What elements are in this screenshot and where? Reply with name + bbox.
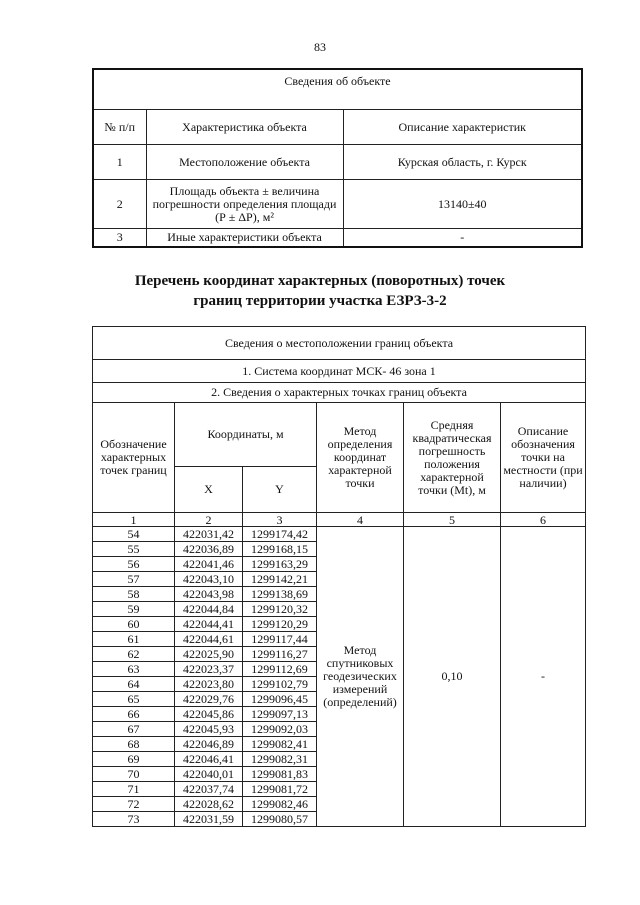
- boundary-points-info: 2. Сведения о характерных точках границ объекта: [93, 383, 586, 403]
- point-y: 1299080,57: [243, 812, 317, 827]
- error-value: 0,10: [404, 527, 501, 827]
- column-header-designation: Обозначение характерных точек границ: [93, 403, 175, 513]
- point-id: 73: [93, 812, 175, 827]
- method-value: Метод спутниковых геодезических измерений (определений): [317, 527, 404, 827]
- point-y: 1299174,42: [243, 527, 317, 542]
- point-x: 422044,61: [175, 632, 243, 647]
- point-y: 1299092,03: [243, 722, 317, 737]
- point-x: 422044,41: [175, 617, 243, 632]
- point-id: 68: [93, 737, 175, 752]
- point-y: 1299120,29: [243, 617, 317, 632]
- point-x: 422028,62: [175, 797, 243, 812]
- column-number: 5: [404, 513, 501, 527]
- point-y: 1299117,44: [243, 632, 317, 647]
- point-x: 422046,89: [175, 737, 243, 752]
- row-description: 13140±40: [343, 180, 582, 229]
- point-y: 1299096,45: [243, 692, 317, 707]
- point-id: 67: [93, 722, 175, 737]
- row-characteristic: Площадь объекта ± величина погрешности определения площади (Р ± ΔР), м²: [146, 180, 343, 229]
- point-y: 1299112,69: [243, 662, 317, 677]
- object-table-title: Сведения об объекте: [93, 69, 582, 110]
- row-description: -: [343, 229, 582, 248]
- point-id: 59: [93, 602, 175, 617]
- point-x: 422029,76: [175, 692, 243, 707]
- column-header-coordinates: Координаты, м: [175, 403, 317, 467]
- point-x: 422023,80: [175, 677, 243, 692]
- coordinate-system: 1. Система координат МСК- 46 зона 1: [93, 360, 586, 383]
- point-id: 58: [93, 587, 175, 602]
- point-id: 65: [93, 692, 175, 707]
- column-header-y: Y: [243, 467, 317, 513]
- point-id: 70: [93, 767, 175, 782]
- point-id: 62: [93, 647, 175, 662]
- point-y: 1299116,27: [243, 647, 317, 662]
- point-x: 422040,01: [175, 767, 243, 782]
- column-header-error: Средняя квадратическая погрешность положения характерной точки (Mt), м: [404, 403, 501, 513]
- point-x: 422045,86: [175, 707, 243, 722]
- point-description-value: -: [501, 527, 586, 827]
- point-x: 422037,74: [175, 782, 243, 797]
- point-id: 63: [93, 662, 175, 677]
- point-x: 422041,46: [175, 557, 243, 572]
- point-x: 422023,37: [175, 662, 243, 677]
- point-y: 1299120,32: [243, 602, 317, 617]
- row-characteristic: Иные характеристики объекта: [146, 229, 343, 248]
- table-row: [93, 180, 582, 229]
- row-description: Курская область, г. Курск: [343, 145, 582, 180]
- point-id: 61: [93, 632, 175, 647]
- point-id: 64: [93, 677, 175, 692]
- point-y: 1299082,46: [243, 797, 317, 812]
- point-y: 1299102,79: [243, 677, 317, 692]
- point-id: 69: [93, 752, 175, 767]
- point-x: 422043,10: [175, 572, 243, 587]
- row-number: 2: [93, 180, 146, 229]
- row-number: 3: [93, 229, 146, 248]
- point-id: 56: [93, 557, 175, 572]
- table-row: [93, 145, 582, 180]
- point-y: 1299097,13: [243, 707, 317, 722]
- point-id: 57: [93, 572, 175, 587]
- point-x: 422043,98: [175, 587, 243, 602]
- point-y: 1299138,69: [243, 587, 317, 602]
- column-number: 1: [93, 513, 175, 527]
- coord-table-title: Сведения о местоположении границ объекта: [93, 327, 586, 360]
- heading-line-1: Перечень координат характерных (поворотных) точек: [134, 273, 506, 289]
- point-y: 1299168,15: [243, 542, 317, 557]
- column-header-x: X: [175, 467, 243, 513]
- point-x: 422046,41: [175, 752, 243, 767]
- column-number: 4: [317, 513, 404, 527]
- column-number: 6: [501, 513, 586, 527]
- point-y: 1299082,41: [243, 737, 317, 752]
- point-x: 422025,90: [175, 647, 243, 662]
- page-number: 83: [314, 40, 326, 54]
- point-id: 60: [93, 617, 175, 632]
- point-id: 55: [93, 542, 175, 557]
- point-x: 422031,42: [175, 527, 243, 542]
- row-number: 1: [93, 145, 146, 180]
- column-header-method: Метод определения координат характерной точки: [317, 403, 404, 513]
- column-header-description: Описание характеристик: [343, 110, 582, 145]
- point-y: 1299142,21: [243, 572, 317, 587]
- table-row: [93, 527, 586, 542]
- coordinates-heading: [0, 271, 640, 311]
- table-row: [93, 229, 582, 248]
- point-id: 71: [93, 782, 175, 797]
- object-info-table: [92, 68, 583, 248]
- column-number: 2: [175, 513, 243, 527]
- point-id: 54: [93, 527, 175, 542]
- point-y: 1299081,72: [243, 782, 317, 797]
- point-id: 72: [93, 797, 175, 812]
- point-y: 1299082,31: [243, 752, 317, 767]
- point-x: 422045,93: [175, 722, 243, 737]
- coordinates-table: [92, 326, 586, 827]
- heading-line-2: границ территории участка ЕЗРЗ-3-2: [193, 293, 447, 309]
- point-y: 1299081,83: [243, 767, 317, 782]
- row-characteristic: Местоположение объекта: [146, 145, 343, 180]
- column-header-point-description: Описание обозначения точки на местности (при наличии): [501, 403, 586, 513]
- column-number: 3: [243, 513, 317, 527]
- column-header-characteristic: Характеристика объекта: [146, 110, 343, 145]
- point-x: 422031,59: [175, 812, 243, 827]
- point-x: 422044,84: [175, 602, 243, 617]
- point-y: 1299163,29: [243, 557, 317, 572]
- point-x: 422036,89: [175, 542, 243, 557]
- column-header-number: № п/п: [93, 110, 146, 145]
- point-id: 66: [93, 707, 175, 722]
